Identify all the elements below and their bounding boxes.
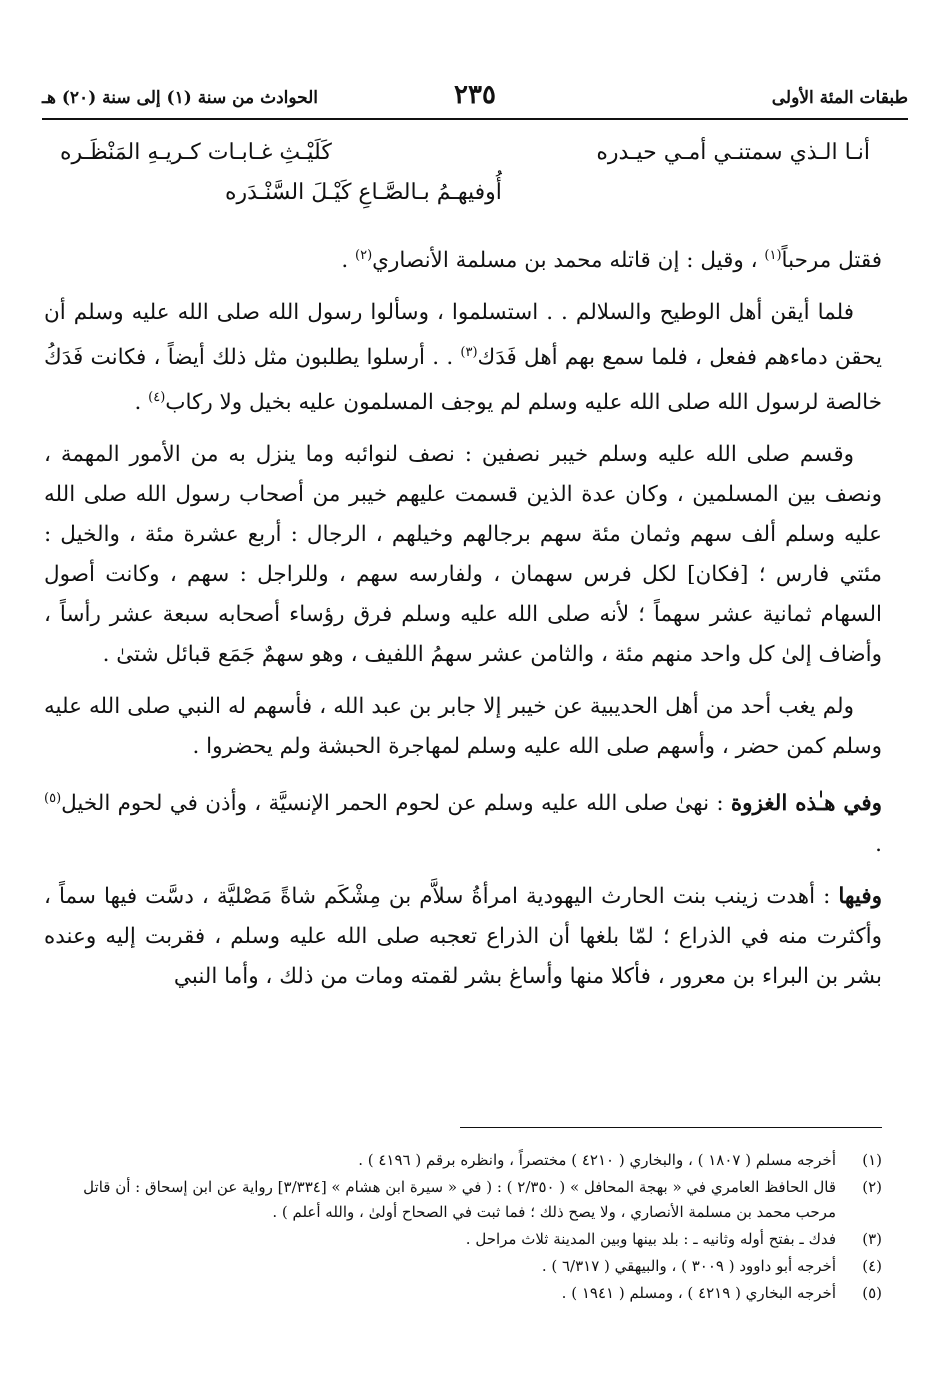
footnote-number: (٤)	[862, 1257, 882, 1275]
section-title: الحوادث من سنة (١) إلى سنة (٢٠) هـ	[42, 88, 319, 108]
footnote-number: (٢)	[862, 1178, 882, 1196]
page-number: ٢٣٥	[454, 80, 496, 110]
footnote-text: فدك ـ بفتح أوله وثانيه ـ : بلد بينها وبين المدينة ثلاث مراحل .	[465, 1230, 836, 1248]
footnote-text: أخرجه مسلم ( ١٨٠٧ ) ، والبخاري ( ٤٢١٠ ) مختصراً ، وانظره برقم ( ٤١٩٦ ) .	[358, 1151, 836, 1169]
footnote-number: (١)	[862, 1151, 882, 1169]
footnote-text: أخرجه أبو داوود ( ٣٠٠٩ ) ، والبيهقي ( ٦/٣١٧ ) .	[541, 1257, 836, 1275]
text-segment: .	[134, 390, 142, 416]
text-segment: : نهىٰ صلى الله عليه وسلم عن لحوم الحمر الإنسيَّة ، وأذن في لحوم الخيل	[61, 791, 724, 817]
footnote-text: أخرجه البخاري ( ٤٢١٩ ) ، ومسلم ( ١٩٤١ ) .	[561, 1284, 836, 1302]
paragraph	[44, 236, 882, 281]
text-segment: ، وقيل : إن قاتله محمد بن مسلمة الأنصاري	[372, 248, 758, 274]
paragraph: وقسم صلى الله عليه وسلم خيبر نصفين : نصف لنوائبه وما ينزل به من الأمور المهمة ، ونصف بين المسلمين ، وكان عدة الذين قسمت عليهم خيبر من أصحاب رسول الله صلى الله عليه وسلم ألف سهم وثمان مئة سهم برجالهم وخيلهم ، الرجال : أربع عشرة مئة ، والخيل : مئتي فارس ؛ [فكان] لكل فرس سهمان ، ولفارسه سهم ، وللراجل : سهم ، وكانت أصول السهام ثمانية عشر سهماً ؛ لأنه صلى الله عليه وسلم فرق رؤساء أصحابه سبعة عشر رأساً ، وأضاف إلىٰ كل واحد منهم مئة ، والثامن عشر سهمُ اللفيف ، وهو سهمٌ جَمَع قبائل شتىٰ .	[44, 442, 882, 668]
text-segment: .	[341, 248, 349, 274]
poem-line1-right: أنـا الـذي سمتنـي أمـي حيـدره	[596, 140, 870, 165]
main-text	[44, 236, 882, 1009]
footnote	[44, 1175, 882, 1225]
footnote-ref[interactable]: (٢)	[355, 248, 373, 263]
footnote-ref[interactable]: (٣)	[460, 345, 478, 361]
running-header	[42, 80, 908, 118]
footnote-rule	[460, 1127, 882, 1128]
poem-line1-left: كَلَيْـثِ غـابـات كـريـهِ المَنْظَـره	[60, 140, 332, 165]
footnote-number: (٣)	[862, 1230, 882, 1248]
header-rule	[42, 118, 908, 120]
text-segment: : أهدت زينب بنت الحارث اليهودية امرأةُ سلاَّم بن مِشْكَم شاةً مَصْليَّة ، دسَّت فيها سماً ، وأكثرت منه في الذراع ؛ لمّا بلغها أن الذراع تعجبه صلى الله عليه وسلم ، فقربت إليه وعنده بشر بن البراء بن معرور ، فأكلا منها وأساغ بشر لقمته ومات من ذلك ، وأما النبي	[44, 883, 882, 989]
footnote-ref[interactable]: (٥)	[44, 791, 62, 807]
paragraph	[44, 293, 882, 423]
book-title: طبقات المئة الأولى	[771, 88, 908, 108]
paragraph-lead: وفي هـٰذه الغزوة	[730, 791, 882, 817]
footnote-ref[interactable]: (٤)	[148, 390, 166, 406]
text-segment: . . أرسلوا يطلبون مثل ذلك أيضاً ، فكانت فَدَكُ خالصة لرسول الله صلى الله عليه وسلم لم يوجف المسلمون عليه بخيل ولا ركاب	[44, 345, 882, 416]
footnote	[44, 1254, 882, 1279]
footnotes	[44, 1148, 882, 1308]
footnote-text: قال الحافظ العامري في « بهجة المحافل » ( ٢/٣٥٠ ) : ( في « سيرة ابن هشام » [٣/٣٣٤] رواية عن ابن إسحاق : أن قاتل مرحب محمد بن مسلمة الأنصاري ، ولا يصح ذلك ؛ فما ثبت في الصحاح أولىٰ ، والله أعلم ) .	[83, 1178, 836, 1221]
paragraph: ولم يغب أحد من أهل الحديبية عن خيبر إلا جابر بن عبد الله ، فأسهم له النبي صلى الله عليه وسلم كمن حضر ، وأسهم صلى الله عليه وسلم لمهاجرة الحبشة ولم يحضروا .	[44, 694, 882, 760]
paragraph	[44, 877, 882, 997]
poem-line2: أُوفيهـمُ بـالصَّـاعِ كَيْـلَ السَّنْـدَره	[225, 180, 502, 205]
footnote	[44, 1148, 882, 1173]
text-segment: .	[875, 831, 882, 857]
footnote-ref[interactable]: (١)	[764, 248, 782, 263]
paragraph	[44, 779, 882, 864]
footnote-number: (٥)	[862, 1284, 882, 1302]
footnote	[44, 1281, 882, 1306]
text-segment: فلما أيقن أهل الوطيح والسلالم . . استسلموا ، وسألوا رسول الله صلى الله عليه وسلم أن يحقن دماءهم ففعل ، فلما سمع بهم أهل فَدَك	[44, 300, 882, 371]
paragraph-lead: وفيها	[838, 883, 882, 909]
text-segment: فقتل مرحباً	[781, 248, 882, 274]
footnote	[44, 1227, 882, 1252]
